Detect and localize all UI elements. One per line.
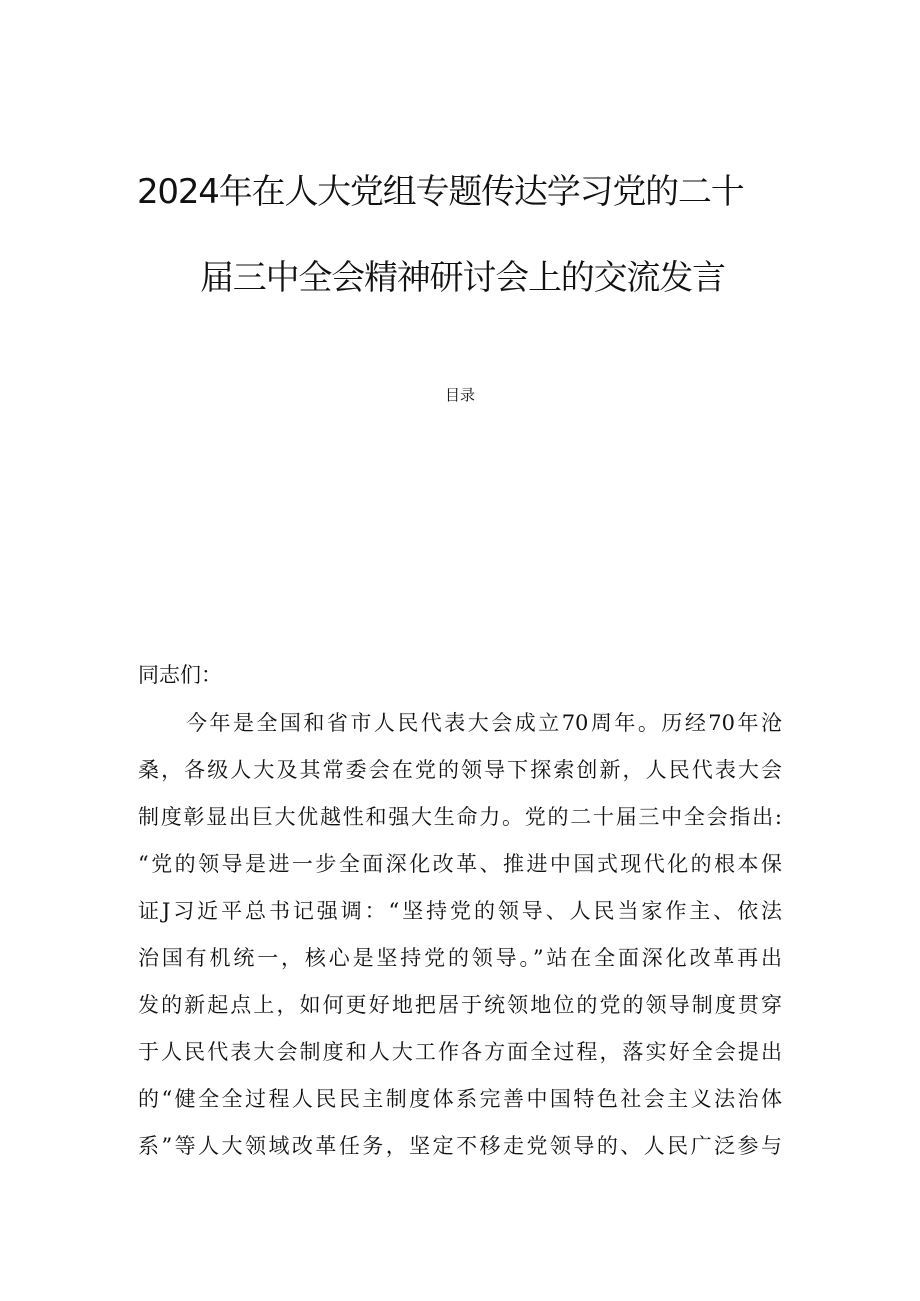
paragraph-line: 证J习近平总书记强调：“坚持党的领导、人民当家作主、依法 <box>138 899 782 923</box>
paragraph-line: “党的领导是进一步全面深化改革、推进中国式现代化的根本保 <box>138 852 782 876</box>
paragraph-line: 发的新起点上，如何更好地把居于统领地位的党的领导制度贯穿 <box>138 993 782 1017</box>
paragraph-line: 今年是全国和省市人民代表大会成立70周年。历经70年沧 <box>186 711 782 735</box>
paragraph-line: 桑，各级人大及其常委会在党的领导下探索创新，人民代表大会 <box>138 758 782 782</box>
paragraph-line: 治国有机统一，核心是坚持党的领导。”站在全面深化改革再出 <box>138 946 782 970</box>
document-title-line-2: 届三中全会精神研讨会上的交流发言 <box>200 258 725 298</box>
paragraph-line: 于人民代表大会制度和人大工作各方面全过程，落实好全会提出 <box>138 1040 782 1064</box>
paragraph-line: 系”等人大领域改革任务，坚定不移走党领导的、人民广泛参与 <box>138 1134 782 1158</box>
table-of-contents-label: 目录 <box>444 386 475 404</box>
paragraph-line: 制度彰显出巨大优越性和强大生命力。党的二十届三中全会指出: <box>138 805 782 829</box>
document-title-line-1: 2024年在人大党组专题传达学习党的二十 <box>137 172 744 212</box>
paragraph-line: 的“健全全过程人民民主制度体系完善中国特色社会主义法治体 <box>138 1087 782 1111</box>
salutation: 同志们： <box>138 663 222 687</box>
